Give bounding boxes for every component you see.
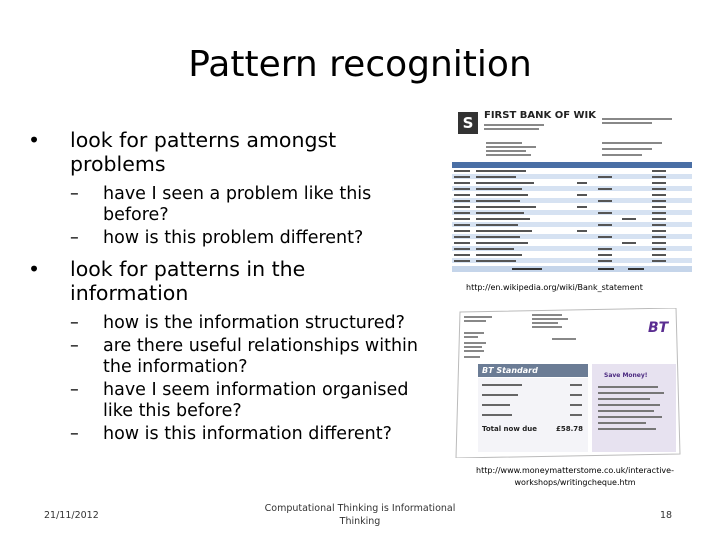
footer-title: Computational Thinking is Informational Thinking	[264, 503, 456, 527]
bill-total-value: £58.78	[556, 425, 584, 433]
sub-bullet-item	[28, 228, 428, 249]
sub-bullet-text: are there useful relationships within the information?	[103, 336, 418, 377]
sub-bullet-text: how is this information different?	[103, 424, 392, 444]
bullet-marker: •	[28, 257, 41, 281]
bt-bill-image	[452, 308, 682, 458]
bullet-marker: •	[28, 128, 41, 152]
bullet-text: look for patterns amongst problems	[70, 128, 337, 176]
footer-date: 21/11/2012	[44, 510, 99, 521]
sub-bullet-text: have I seem information organised like this before?	[103, 380, 409, 421]
sub-bullet-item	[28, 380, 428, 422]
slide-title: Pattern recognition	[188, 44, 532, 85]
slide-number: 18	[660, 510, 673, 521]
bt-logo: BT	[648, 320, 669, 336]
bullet-item	[28, 128, 428, 176]
bill-panel-title: BT Standard	[482, 366, 538, 375]
dash-marker: –	[70, 380, 79, 400]
bullet-list	[28, 128, 428, 447]
sub-bullet-text: have I seen a problem like this before?	[103, 184, 372, 225]
sub-bullet-item	[28, 336, 428, 378]
cheque-source-caption: http://www.moneymatterstome.co.uk/interactive-workshops/writingcheque.htm	[476, 466, 674, 487]
bullet-text: look for patterns in the information	[70, 257, 306, 305]
sub-bullet-item	[28, 424, 428, 445]
dash-marker: –	[70, 336, 79, 356]
sub-bullet-text: how is the information structured?	[103, 313, 405, 333]
bill-total-label: Total now due	[482, 425, 537, 433]
statement-source-caption: http://en.wikipedia.org/wiki/Bank_statement	[466, 283, 643, 292]
bank-statement-image	[452, 108, 692, 278]
bank-logo: S	[458, 112, 478, 134]
bullet-item	[28, 257, 428, 305]
dash-marker: –	[70, 228, 79, 248]
dash-marker: –	[70, 313, 79, 333]
bill-offer-heading: Save Money!	[604, 372, 648, 379]
sub-bullet-item	[28, 184, 428, 226]
dash-marker: –	[70, 424, 79, 444]
sub-bullet-text: how is this problem different?	[103, 228, 364, 248]
dash-marker: –	[70, 184, 79, 204]
sub-bullet-item	[28, 313, 428, 334]
statement-table-graphic	[452, 108, 692, 278]
bank-name: FIRST BANK OF WIK	[484, 110, 597, 121]
